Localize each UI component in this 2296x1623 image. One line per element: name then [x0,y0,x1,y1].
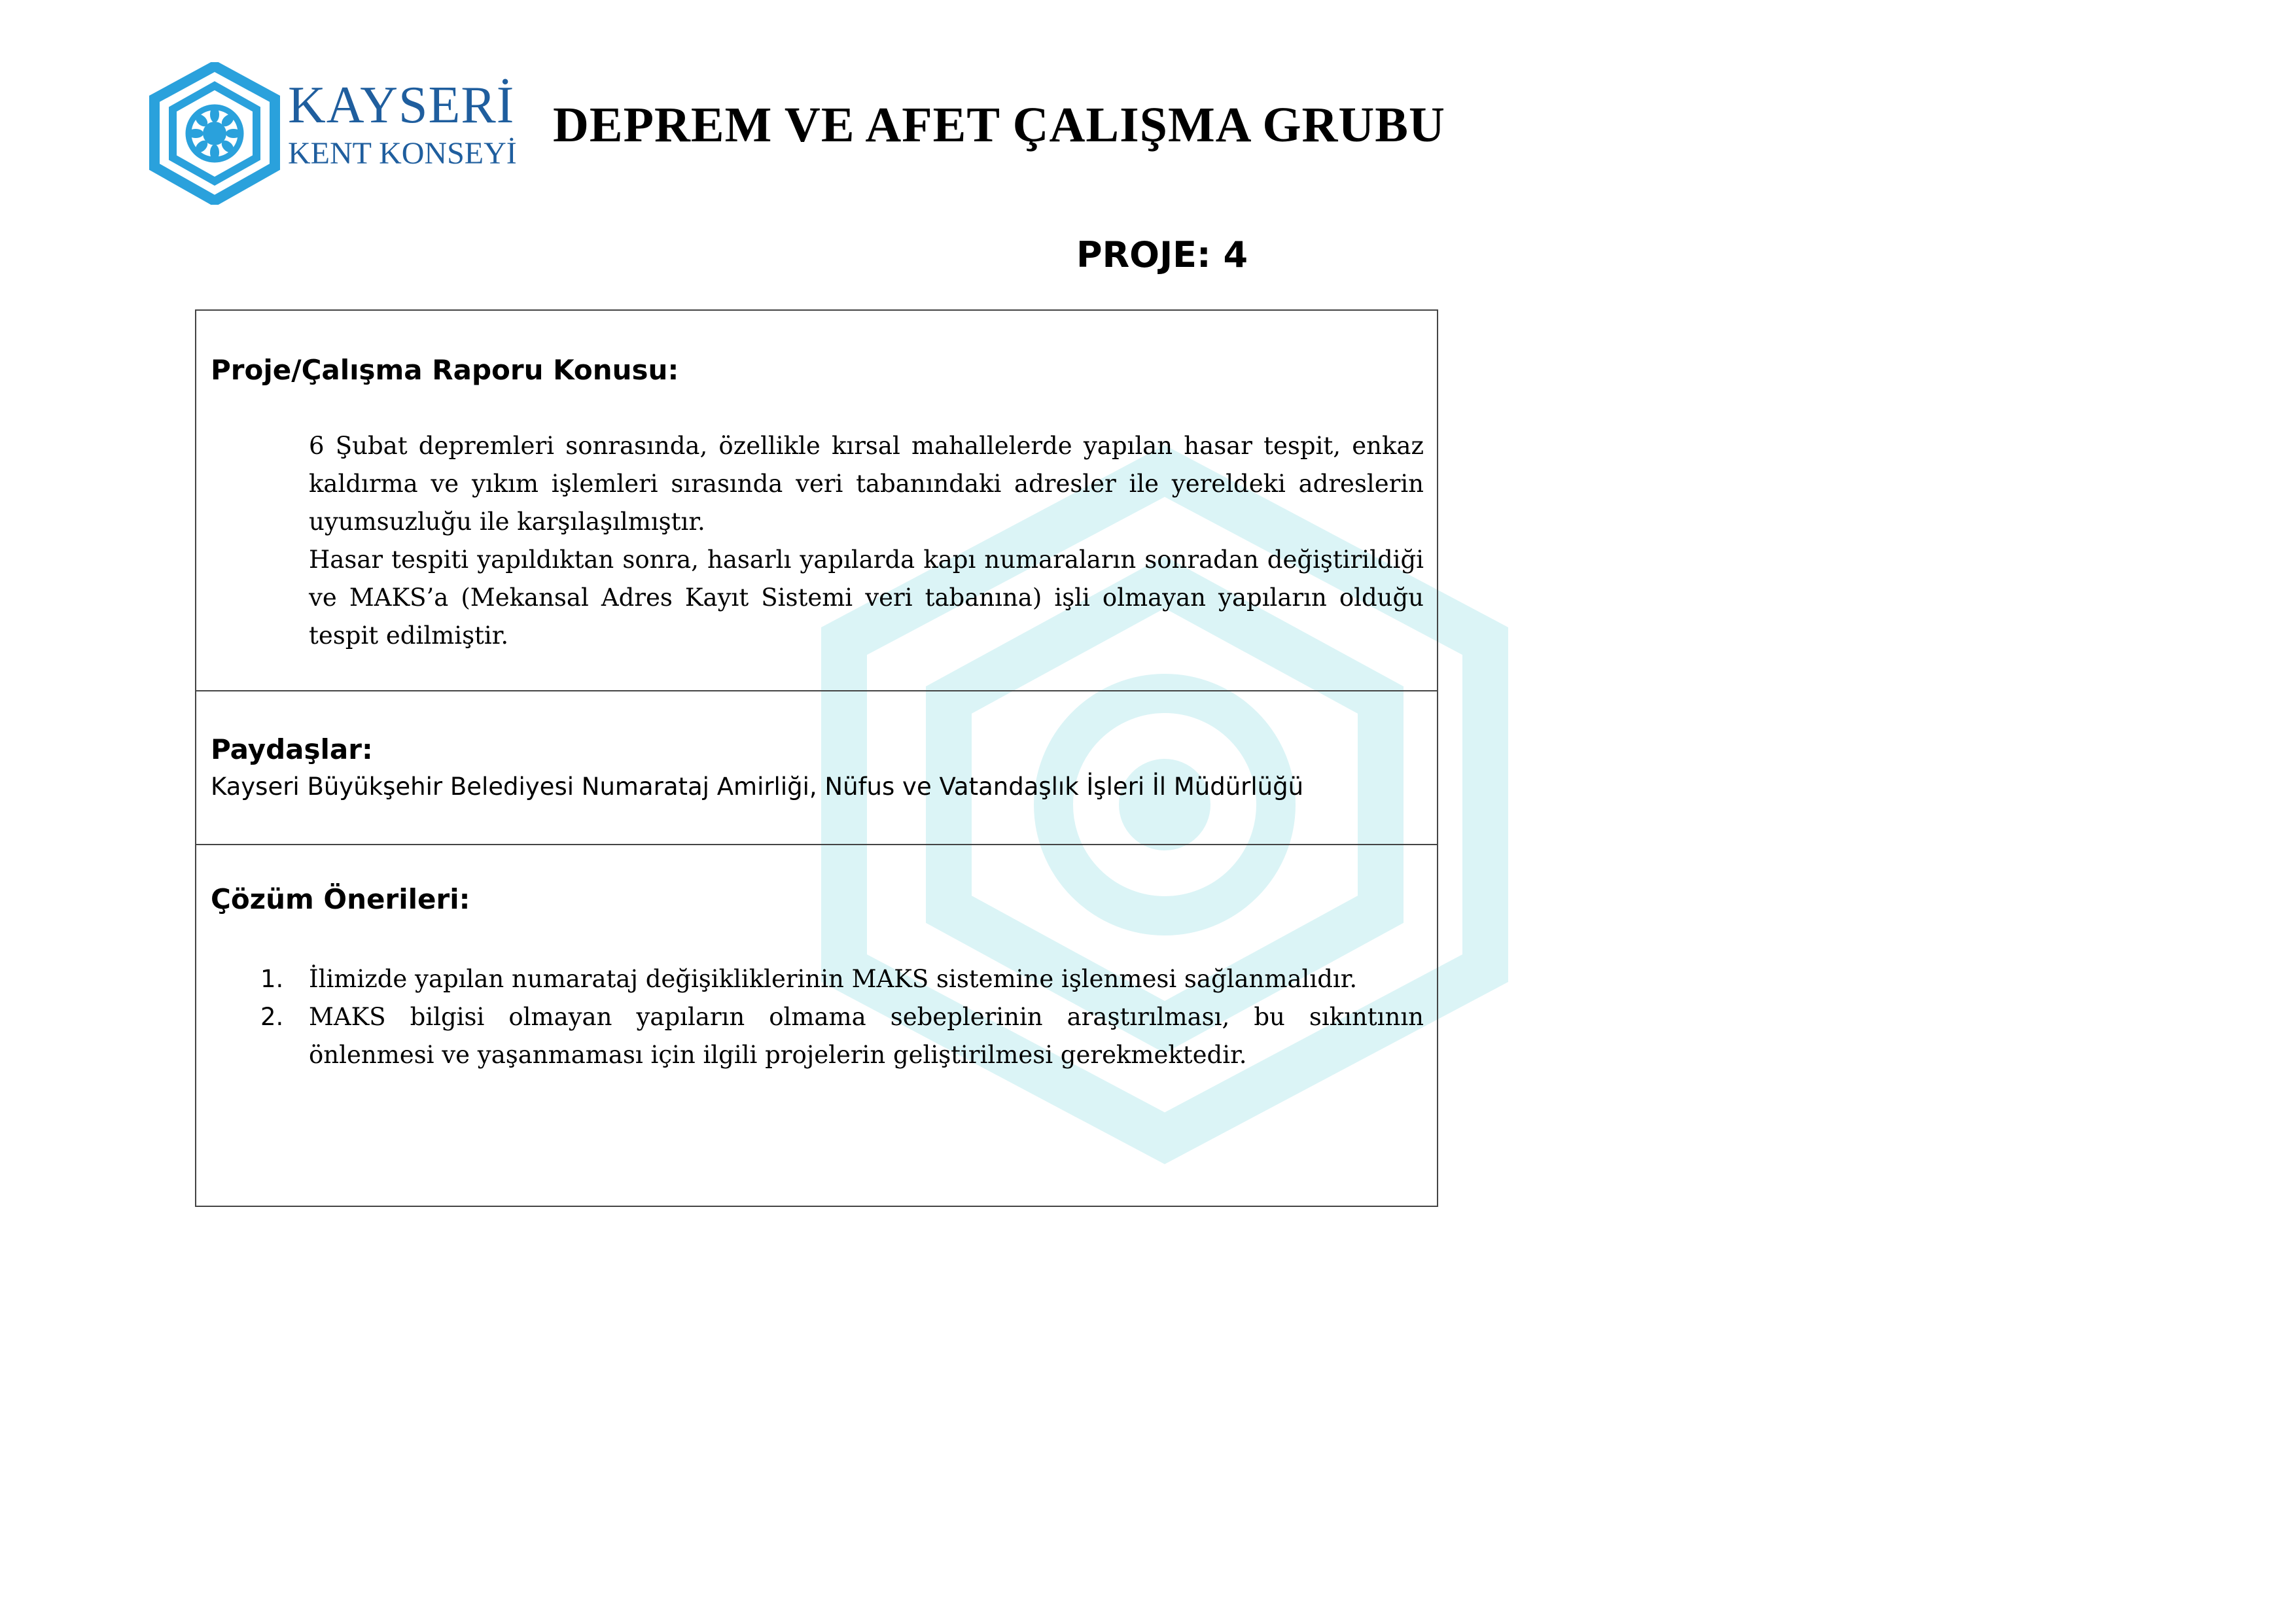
logo-line-kent-konseyi: KENT KONSEYİ [288,136,517,171]
list-item-text: MAKS bilgisi olmayan yapıların olmama sebeplerinin araştırılması, bu sıkıntının önlenmesi ve yaşanmaması için ilgili projelerin geliştirilmesi gerekmektedir. [309,1003,1424,1069]
hexagon-logo-icon [149,62,280,205]
subject-paragraph: Hasar tespiti yapıldıktan sonra, hasarlı yapılarda kapı numaraların sonradan değiştirildiği ve MAKS’a (Mekansal Adres Kayıt Sistemi veri tabanına) işli olmayan yapıların olduğu tespit edilmiştir. [309,546,1424,650]
list-item-number: 2. [260,1003,284,1031]
subject-paragraph: 6 Şubat depremleri sonrasında, özellikle kırsal mahallelerde yapılan hasar tespit, enkaz kaldırma ve yıkım işlemleri sırasında veri tabanındaki adresler ile yereldeki adreslerin uyumsuzluğu ile karşılaşılmıştır. [309,432,1424,536]
project-number: PROJE: 4 [1076,234,1248,275]
kayseri-kent-konseyi-logo [149,62,529,206]
stakeholders-section [196,691,1437,845]
list-item [211,960,1424,998]
list-item [211,998,1424,1074]
solutions-section [196,845,1437,1206]
report-table [195,309,1438,1207]
subject-heading: Proje/Çalışma Raporu Konusu: [211,354,679,386]
solutions-heading: Çözüm Önerileri: [211,883,470,915]
page-title: DEPREM VE AFET ÇALIŞMA GRUBU [553,97,1445,152]
list-item-number: 1. [260,965,284,993]
logo-wordmark [288,77,517,172]
list-item-text: İlimizde yapılan numarataj değişikliklerinin MAKS sistemine işlenmesi sağlanmalıdır. [309,965,1358,993]
logo-line-kayseri: KAYSERİ [288,77,515,134]
subject-section [196,311,1437,691]
stakeholders-heading: Paydaşlar: [211,733,373,765]
solutions-list [211,960,1424,1074]
stakeholders-text: Kayseri Büyükşehir Belediyesi Numarataj Amirliği, Nüfus ve Vatandaşlık İşleri İl Müdürlüğü [211,773,1304,801]
